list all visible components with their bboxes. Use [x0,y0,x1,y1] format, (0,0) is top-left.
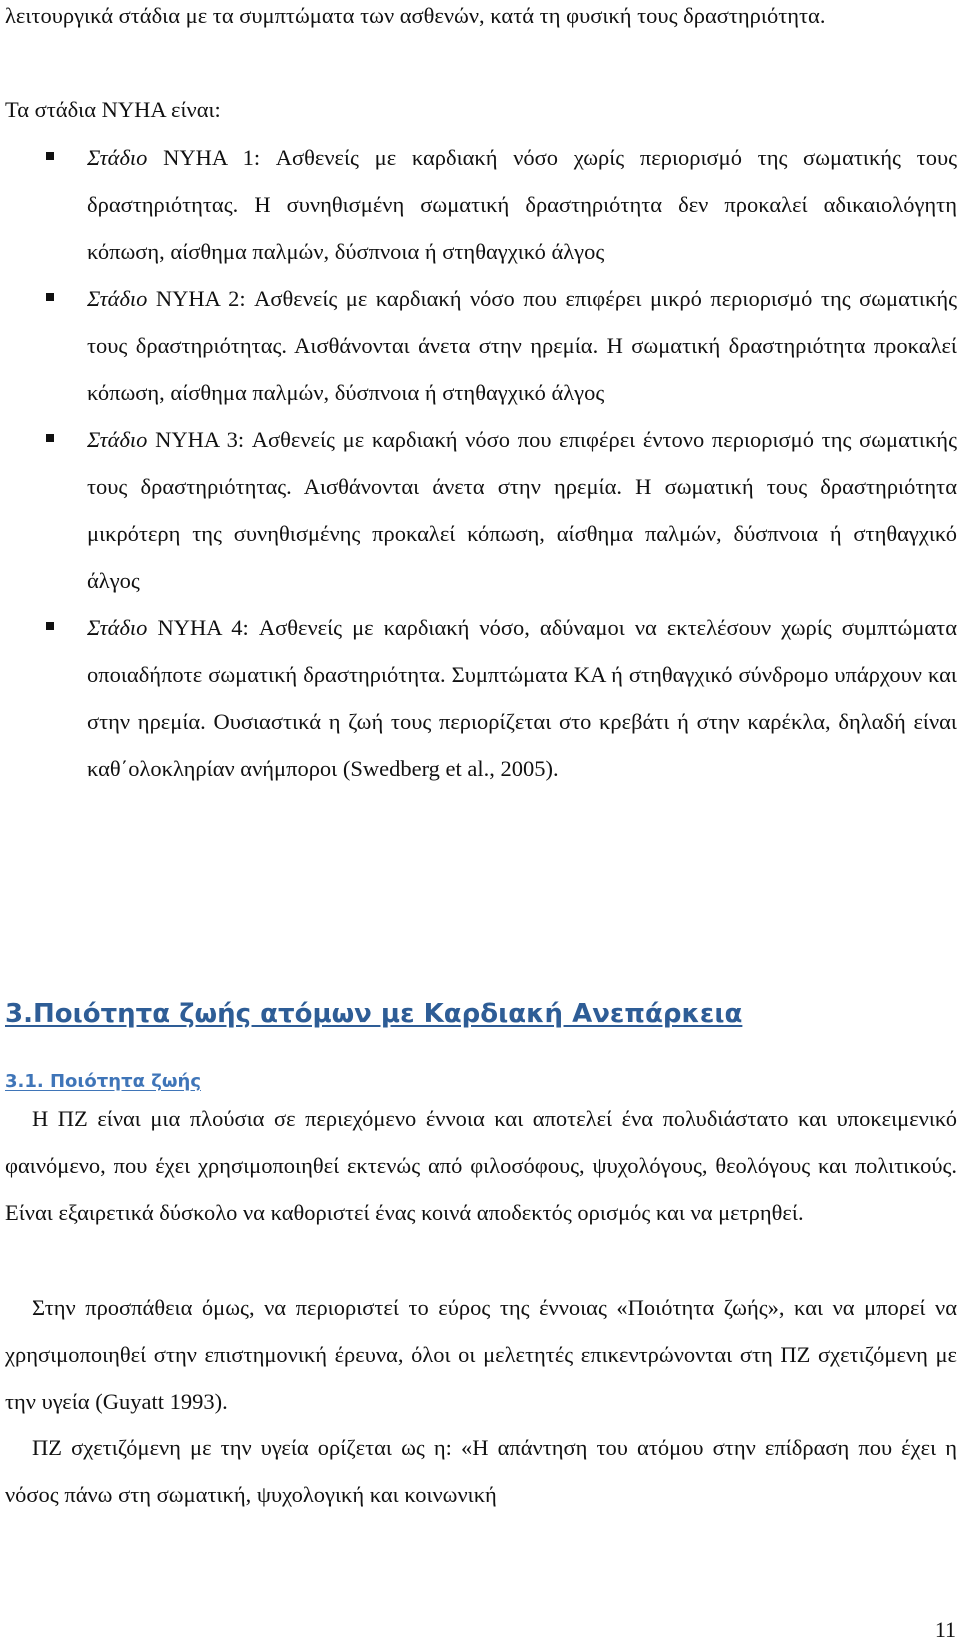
list-item-stage-1 [0,134,960,275]
stage-label: Στάδιο [87,615,148,640]
stage-label: Στάδιο [87,286,148,311]
stages-intro-line: Τα στάδια NYHA είναι: [5,97,221,122]
section-heading: 3.Ποιότητα ζωής ατόμων με Καρδιακή Ανεπάρκεια [5,999,743,1029]
stage-description: NYHA 3: Ασθενείς με καρδιακή νόσο που επιφέρει έντονο περιορισμό της σωματικής τους δραστηριότητας. Αισθάνονται άνετα στην ηρεμία. Η σωματική τους δραστηριότητα μικρότερη της συνηθισμένης προκαλεί κόπωση, αίσθημα παλμών, δύσπνοια ή στηθαγχικό άλγος [87,427,957,593]
stage-description: NYHA 4: Ασθενείς με καρδιακή νόσο, αδύναμοι να εκτελέσουν χωρίς συμπτώματα οποιαδήποτε σωματική δραστηριότητα. Συμπτώματα ΚΑ ή στηθαγχικό σύνδρομο υπάρχουν και στην ηρεμία. Ουσιαστικά η ζωή τους περιορίζεται στο κρεβάτι ή στην καρέκλα, δηλαδή είναι καθ΄ολοκληρίαν ανήμποροι (Swedberg et al., 2005). [87,615,957,781]
square-bullet-icon [46,152,54,160]
list-item-stage-4 [0,604,960,792]
page-number: 11 [934,1617,956,1642]
square-bullet-icon [46,434,54,442]
stage-description: NYHA 1: Ασθενείς με καρδιακή νόσο χωρίς περιορισμό της σωματικής τους δραστηριότητας. Η συνηθισμένη σωματική δραστηριότητα δεν προκαλεί αδικαιολόγητη κόπωση, αίσθημα παλμών, δύσπνοια ή στηθαγχικό άλγος [87,145,957,264]
nyha-stage-list [0,134,960,792]
body-paragraph-1: Η ΠΖ είναι μια πλούσια σε περιεχόμενο έννοια και αποτελεί ένα πολυδιάστατο και υποκειμενικό φαινόμενο, που έχει χρησιμοποιηθεί εκτενώς από φιλοσόφους, ψυχολόγους, θεολόγους και πολιτικούς. Είναι εξαιρετικά δύσκολο να καθοριστεί ένας κοινά αποδεκτός ορισμός και να μετρηθεί. [5,1106,957,1225]
square-bullet-icon [46,293,54,301]
list-item-stage-3 [0,416,960,604]
stage-label: Στάδιο [87,145,148,170]
list-item-stage-2 [0,275,960,416]
body-paragraph-2: Στην προσπάθεια όμως, να περιοριστεί το εύρος της έννοιας «Ποιότητα ζωής», και να μπορεί να χρησιμοποιηθεί στην επιστημονική έρευνα, όλοι οι μελετητές επικεντρώνονται στη ΠΖ σχετιζόμενη με την υγεία (Guyatt 1993). [5,1295,957,1414]
stage-description: NYHA 2: Ασθενείς με καρδιακή νόσο που επιφέρει μικρό περιορισμό της σωματικής τους δραστηριότητας. Αισθάνονται άνετα στην ηρεμία. Η σωματική δραστηριότητα προκαλεί κόπωση, αίσθημα παλμών, δύσπνοια ή στηθαγχικό άλγος [87,286,957,405]
body-paragraph-3: ΠΖ σχετιζόμενη με την υγεία ορίζεται ως η: «Η απάντηση του ατόμου στην επίδραση που έχει η νόσος πάνω στη σωματική, ψυχολογική και κοινωνική [5,1435,957,1507]
stage-label: Στάδιο [87,427,148,452]
continuation-paragraph: λειτουργικά στάδια με τα συμπτώματα των ασθενών, κατά τη φυσική τους δραστηριότητα. [5,3,826,28]
subsection-heading: 3.1. Ποιότητα ζωής [5,1071,201,1092]
square-bullet-icon [46,622,54,630]
